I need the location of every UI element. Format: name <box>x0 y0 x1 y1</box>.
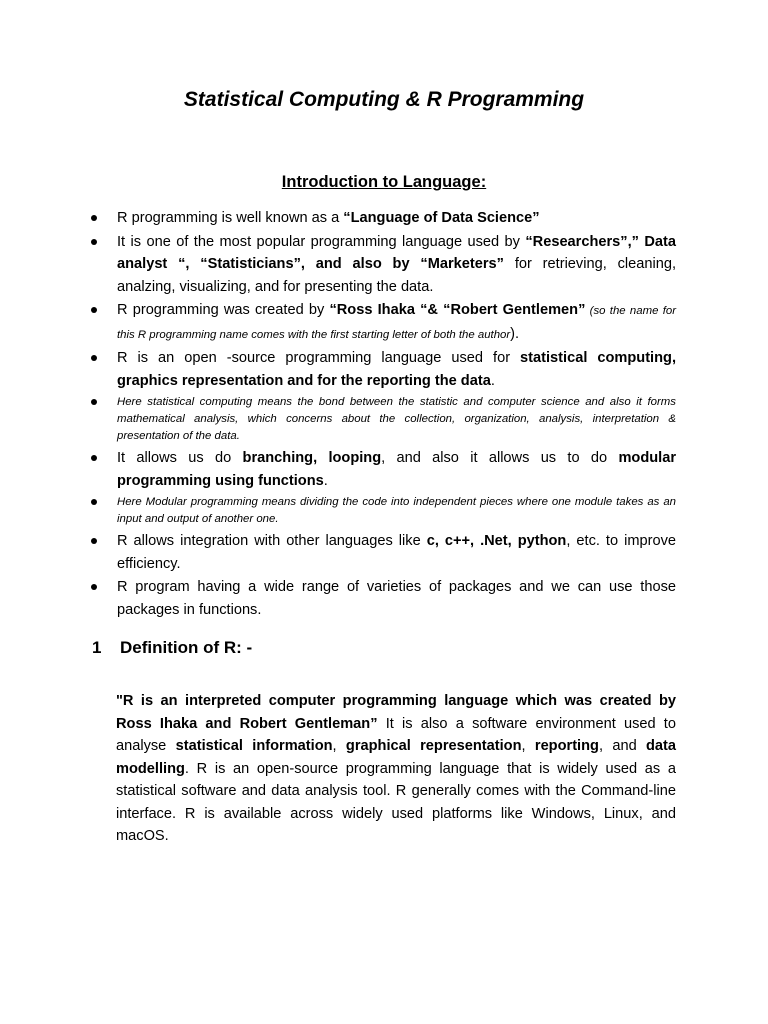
list-item <box>88 494 676 528</box>
definition-text: , <box>521 738 535 754</box>
item-text: for retrieving, cleaning, analzing, visualizing, and for presenting the data. <box>117 256 676 295</box>
item-text: ( <box>585 305 594 317</box>
item-text: . <box>490 372 495 389</box>
item-text: R is an open -source programming language used for <box>117 350 521 366</box>
item-bold-text: c, c++, .Net, python <box>426 533 567 549</box>
list-item <box>88 530 676 575</box>
list-item <box>88 576 676 621</box>
definition-bold-text: data modelling <box>116 738 677 777</box>
list-item <box>88 447 676 492</box>
definition-bold-text: statistical information <box>175 738 333 754</box>
item-bold-text: branching, looping <box>242 450 382 466</box>
document-title: Statistical Computing & R Programming <box>183 88 585 111</box>
item-note-text: so the name for this R programming name comes with the first starting letter of both the author <box>117 305 676 341</box>
list-item <box>88 299 676 346</box>
item-text: R program having a wide range of varieties of packages and we can use those packages in functions. <box>117 579 676 618</box>
item-text: It allows us do <box>117 450 243 466</box>
bullet-icon <box>91 399 97 405</box>
bullet-icon <box>91 215 97 221</box>
item-text: R allows integration with other languages like <box>117 533 427 549</box>
definition-text: . R is an open-source programming language that is widely used as a statistical software and data analysis tool. R generally comes with the Command-line interface. R is available across widely used platforms like Windows, Linux, and macOS. <box>116 760 676 844</box>
item-bold-text: statistical computing, graphics representation and for the reporting the data <box>117 350 676 389</box>
item-text: R programming was created by <box>117 302 330 318</box>
definition-heading <box>92 638 252 658</box>
item-text: . <box>323 472 328 489</box>
item-note-text: Here statistical computing means the bond between the statistic and computer science and also it forms mathematical analysis, which concerns about the collection, organization, analysis, interpretation & presentation of the data. <box>117 396 676 442</box>
list-item <box>88 394 676 445</box>
definition-text: , <box>332 738 346 754</box>
list-item <box>88 207 676 230</box>
list-item <box>88 231 676 299</box>
definition-text: It is also a software environment used to analyse <box>116 715 676 754</box>
section-heading: Introduction to Language: <box>281 173 487 191</box>
bullet-icon <box>91 499 97 505</box>
item-text: ). <box>510 325 520 342</box>
heading-number: 1 <box>92 638 102 657</box>
bullet-icon <box>91 355 97 361</box>
definition-bold-text: reporting <box>534 738 599 754</box>
bullet-icon <box>91 455 97 461</box>
list-item <box>88 347 676 392</box>
bullet-icon <box>91 538 97 544</box>
definition-bold-text: graphical representation <box>345 738 522 754</box>
item-bold-text: “Language of Data Science” <box>343 210 540 226</box>
bullet-icon <box>91 584 97 590</box>
bullet-list <box>88 207 676 622</box>
item-bold-text: “Ross Ihaka “& “Robert Gentlemen” <box>329 302 586 318</box>
item-bold-text: “Researchers”,” Data analyst “, “Statisticians”, and also by “Marketers” <box>117 233 676 272</box>
definition-quote: "R is an interpreted computer programming language which was created by Ross Ihaka and Robert Gentleman” <box>116 693 676 732</box>
item-bold-text: modular programming using functions <box>117 450 677 489</box>
item-text: R programming is well known as a <box>117 210 344 226</box>
definition-text: , and <box>598 738 647 754</box>
bullet-icon <box>91 239 97 245</box>
item-text: , etc. to improve efficiency. <box>117 533 676 572</box>
bullet-icon <box>91 307 97 313</box>
item-text: It is one of the most popular programming language used by <box>117 233 526 250</box>
item-note-text: Here Modular programming means dividing the code into independent pieces where one module takes as an input and output of another one. <box>117 496 676 525</box>
definition-paragraph <box>116 690 676 848</box>
item-text: , and also it allows us to do <box>381 450 619 466</box>
heading-text: Definition of R: - <box>120 638 253 657</box>
